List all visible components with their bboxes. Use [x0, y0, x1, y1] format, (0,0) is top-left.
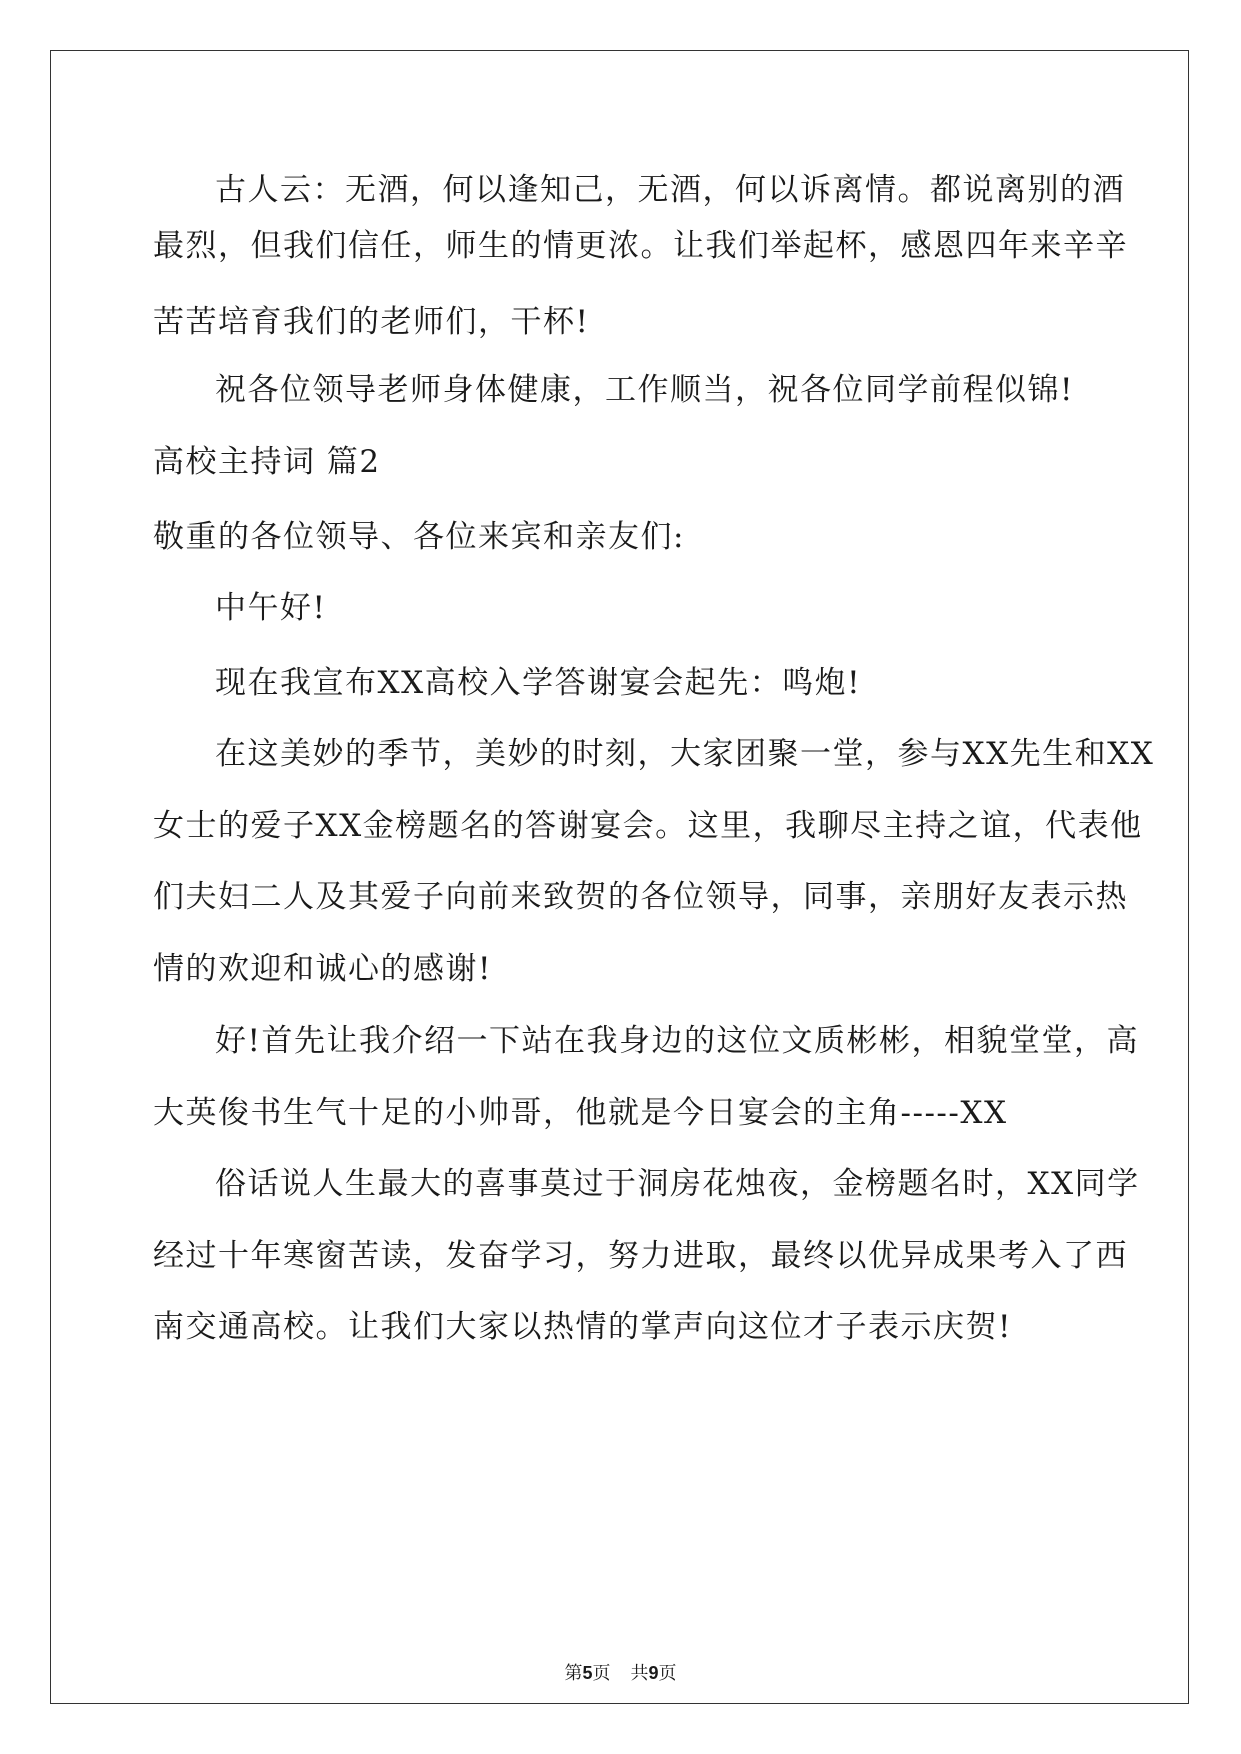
footer-prefix: 第: [564, 1663, 583, 1684]
paragraph-line: 祝各位领导老师身体健康，工作顺当，祝各位同学前程似锦!: [215, 372, 1074, 408]
paragraph-line: 大英俊书生气十足的小帅哥，他就是今日宴会的主角-----XX: [153, 1095, 1008, 1131]
paragraph-line: 最烈，但我们信任，师生的情更浓。让我们举起杯，感恩四年来辛辛: [153, 228, 1128, 264]
paragraph-line: 南交通高校。让我们大家以热情的掌声向这位才子表示庆贺!: [153, 1309, 1012, 1345]
paragraph-line: 中午好!: [215, 590, 327, 626]
paragraph-line: 在这美妙的季节，美妙的时刻，大家团聚一堂，参与XX先生和XX: [215, 736, 1155, 772]
paragraph-line: 女士的爱子XX金榜题名的答谢宴会。这里，我聊尽主持之谊，代表他: [153, 808, 1143, 844]
paragraph-line: 们夫妇二人及其爱子向前来致贺的各位领导，同事，亲朋好友表示热: [153, 879, 1128, 915]
paragraph-line: 俗话说人生最大的喜事莫过于洞房花烛夜，金榜题名时，XX同学: [215, 1166, 1140, 1202]
paragraph-line: 现在我宣布XX高校入学答谢宴会起先：鸣炮!: [215, 665, 862, 701]
paragraph-line: 古人云：无酒，何以逢知己，无酒，何以诉离情。都说离别的酒: [215, 172, 1125, 208]
total-page-number: 9: [648, 1663, 659, 1683]
paragraph-line: 好!首先让我介绍一下站在我身边的这位文质彬彬，相貌堂堂，高: [215, 1023, 1139, 1059]
paragraph-line: 情的欢迎和诚心的感谢!: [153, 951, 492, 987]
footer-page-word: 页: [658, 1663, 677, 1684]
paragraph-line: 经过十年寒窗苦读，发奋学习，努力进取，最终以优异成果考入了西: [153, 1238, 1128, 1274]
section-heading: 高校主持词 篇2: [153, 444, 381, 480]
page-footer: [0, 1662, 1241, 1685]
paragraph-line: 敬重的各位领导、各位来宾和亲友们:: [153, 519, 685, 555]
footer-total-prefix: 共: [630, 1663, 649, 1684]
current-page-number: 5: [582, 1663, 593, 1683]
paragraph-line: 苦苦培育我们的老师们，干杯!: [153, 304, 590, 340]
footer-page-word: 页: [592, 1663, 611, 1684]
